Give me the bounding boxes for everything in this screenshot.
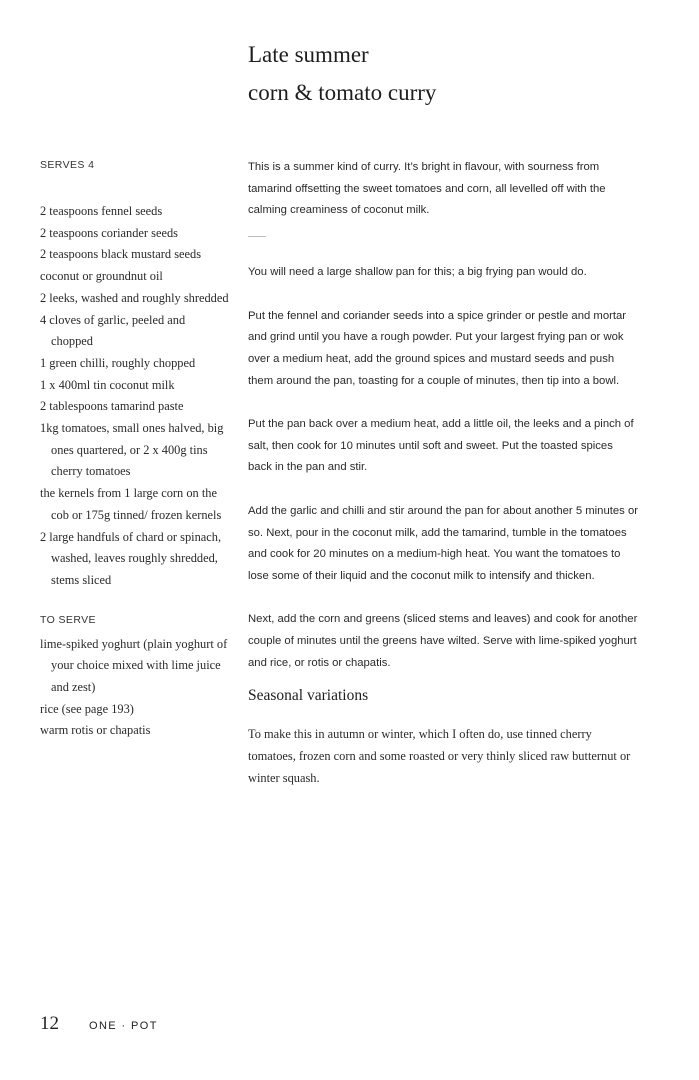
method-step: Put the pan back over a medium heat, add a little oil, the leeks and a pinch of salt, then cook for 10 minutes until soft and sweet. Put the toasted spices back in the pan and stir. <box>248 418 634 474</box>
ingredient-item: 2 teaspoons coriander seeds <box>40 225 178 240</box>
variations-text: To make this in autumn or winter, which I often do, use tinned cherry tomatoes, frozen corn and some roasted or very thinly sliced raw butternut or winter squash. <box>248 727 631 785</box>
method-step: You will need a large shallow pan for this; a big frying pan would do. <box>248 266 587 279</box>
to-serve-item: rice (see page 193) <box>40 701 134 716</box>
to-serve-item: lime-spiked yoghurt (plain yoghurt of your choice mixed with lime juice and zest) <box>40 636 228 695</box>
method-column <box>248 157 638 790</box>
recipe-title <box>248 36 668 112</box>
page-footer <box>40 1013 158 1035</box>
method-step: Next, add the corn and greens (sliced stems and leaves) and cook for another couple of minutes until the greens have wilted. Serve with lime-spiked yoghurt and rice, or rotis or chapatis. <box>248 613 638 669</box>
method-step: Add the garlic and chilli and stir around the pan for about another 5 minutes or so. Next, pour in the coconut milk, add the tamarind, tumble in the tomatoes and cook for 20 minutes on a medium-high heat. You want the tomatoes to lose some of their liquid and the coconut milk to intensify and thicken. <box>248 504 638 582</box>
to-serve-label: TO SERVE <box>40 613 96 626</box>
ingredient-item: 2 teaspoons black mustard seeds <box>40 247 202 262</box>
ingredient-item: 1 green chilli, roughly chopped <box>40 355 196 370</box>
ingredient-item: 4 cloves of garlic, peeled and chopped <box>40 312 186 349</box>
intro-paragraph: This is a summer kind of curry. It’s bright in flavour, with sourness from tamarind offsetting the sweet tomatoes and corn, all levelled off with the calming creaminess of coconut milk. <box>248 161 606 217</box>
ingredient-item: 2 teaspoons fennel seeds <box>40 204 163 218</box>
ingredient-item: coconut or groundnut oil <box>40 269 163 284</box>
ingredient-item: the kernels from 1 large corn on the cob or 175g tinned/ frozen kernels <box>40 486 222 522</box>
to-serve-list <box>40 634 230 743</box>
method-step: Put the fennel and coriander seeds into a spice grinder or pestle and mortar and grind until you have a rough powder. Put your largest frying pan or wok over a medium heat, add the ground spices and mustard seeds and push them around the pan, toasting for a couple of minutes, then tip into a bowl. <box>248 309 627 387</box>
divider <box>248 236 266 237</box>
to-serve-item: warm rotis or chapatis <box>40 723 151 738</box>
ingredient-item: 1 x 400ml tin coconut milk <box>40 377 175 392</box>
ingredient-item: 2 tablespoons tamarind paste <box>40 399 184 414</box>
ingredient-item: 2 leeks, washed and roughly shredded <box>40 290 229 305</box>
ingredients-column <box>40 157 230 742</box>
ingredient-item: 1kg tomatoes, small ones halved, big ones quartered, or 2 x 400g tins cherry tomatoes <box>40 421 224 479</box>
page-number: 12 <box>40 1013 59 1034</box>
section-name: ONE · POT <box>89 1020 158 1032</box>
recipe-title-line-1: Late summer <box>248 42 369 67</box>
recipe-title-line-2: corn & tomato curry <box>248 80 437 105</box>
serves-label: SERVES 4 <box>40 159 95 171</box>
ingredient-item: 2 large handfuls of chard or spinach, washed, leaves roughly shredded, stems sliced <box>40 529 222 587</box>
ingredient-list <box>40 201 230 592</box>
variations-heading: Seasonal variations <box>248 687 369 705</box>
